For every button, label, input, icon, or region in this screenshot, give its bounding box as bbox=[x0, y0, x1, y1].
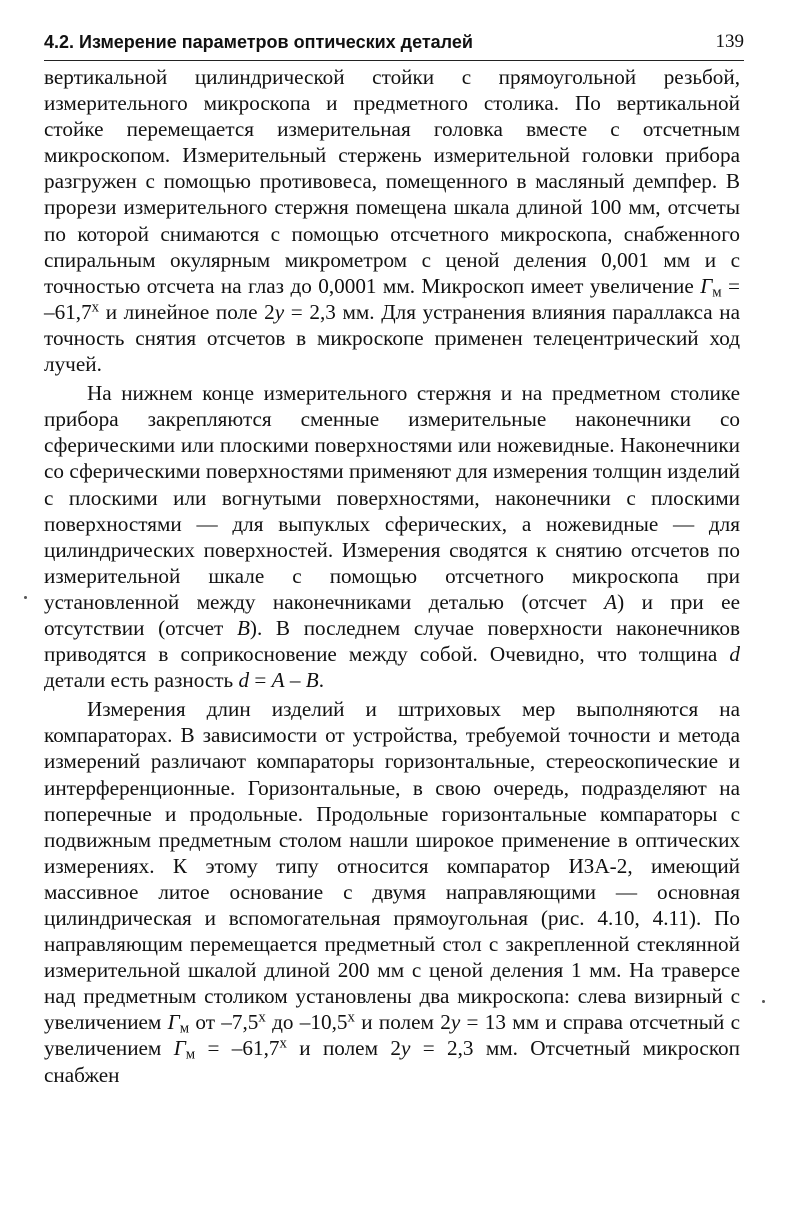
symbol: Г bbox=[173, 1036, 186, 1061]
text-run: = bbox=[249, 668, 272, 693]
symbol: y bbox=[450, 1010, 461, 1035]
text-run: ). В последнем случае поверхности наконечников приводятся в соприкосновение между собой. Очевидно, что толщина bbox=[44, 615, 740, 667]
text-run: Измерения длин изделий и штриховых мер выполняются на компараторах. В зависимости от устройства, требуемой точности и метода измерений различают компараторы горизонтальные, стереоскопические и интерференционные. Горизонтальные, в свою очередь, подразделяют на поперечные и продольные. Продольные горизонтальные компараторы с подвижным предметным столом нашли широкое применение в оптических измерениях. К этому типу относится компаратор ИЗА-2, имеющий массивное литое основание с двумя направляющими — основная цилиндрическая и вспомогательная прямоугольная (рис. 4.10, 4.11). По направляющим перемещается предметный стол с закрепленной стеклянной измерительной шкалой длиной 200 мм с ценой деления 1 мм. На траверсе над предметным столиком установлены два микроскопа: слева визирный с увеличением bbox=[44, 697, 740, 1035]
text-run: вертикальной цилиндрической стойки с прямоугольной резьбой, измерительного микроскопа и предметного столика. По вертикальной стойке перемещается измерительная головка вместе с отсчетным микроскопом. Измерительный стержень измерительной головки прибора разгружен с помощью противовеса, помещенного в масляный демпфер. В прорези измерительного стержня помещена шкала длиной 100 мм, отсчеты по которой снимаются с помощью отсчетного микроскопа, снабженного спиральным окулярным микрометром с ценой деления 0,001 мм и с точностью отсчета на глаз до 0,0001 мм. Микроскоп имеет увеличение bbox=[44, 65, 740, 298]
text-run: до –10,5 bbox=[265, 1010, 348, 1035]
text-run: = –61,7 bbox=[195, 1036, 280, 1061]
superscript: х bbox=[347, 1009, 355, 1026]
superscript: х bbox=[258, 1009, 266, 1026]
symbol: Г bbox=[167, 1010, 180, 1035]
scan-speck bbox=[762, 1000, 765, 1003]
paragraph-3 bbox=[44, 696, 740, 1087]
text-run: и полем 2 bbox=[354, 1010, 451, 1035]
text-run: детали есть разность bbox=[44, 668, 239, 693]
symbol: y bbox=[274, 299, 285, 324]
text-run: ) и при ее отсутствии (отсчет bbox=[44, 589, 740, 640]
text-run: = 2,3 мм. Для устранения влияния параллакса на точность снятия отсчетов в микроскопе применен телецентрический ход лучей. bbox=[44, 299, 740, 377]
symbol: A bbox=[271, 668, 285, 693]
text-run: – bbox=[284, 668, 306, 693]
subscript: м bbox=[185, 1047, 196, 1064]
text-run: и полем 2 bbox=[286, 1036, 401, 1061]
body-text bbox=[44, 64, 740, 1088]
text-run: = 2,3 мм. Отсчетный микроскоп снабжен bbox=[44, 1036, 740, 1087]
symbol: B bbox=[236, 615, 250, 640]
text-run: и линейное поле 2 bbox=[99, 299, 275, 324]
page-number: 139 bbox=[715, 31, 744, 52]
running-head bbox=[44, 28, 744, 58]
symbol: A bbox=[604, 589, 618, 614]
text-run: На нижнем конце измерительного стержня и на предметном столике прибора закрепляются сменные измерительные наконечники со сферическими или плоскими поверхностями или ножевидные. Наконечники со сферическими поверхностями применяют для измерения толщин изделий с плоскими или вогнутыми поверхностями, наконечники с плоскими поверхностями — для выпуклых сферических, а ножевидные — для цилиндрических поверхностей. Измерения сводятся к снятию отсчетов по измерительной шкале с помощью отсчетного микроскопа при установленной между наконечниками деталью (отсчет bbox=[44, 381, 740, 614]
text-run: = –61,7 bbox=[44, 273, 741, 324]
subscript: м bbox=[179, 1021, 190, 1038]
text-run: . bbox=[318, 668, 325, 693]
symbol: d bbox=[729, 642, 740, 667]
superscript: х bbox=[91, 299, 100, 316]
section-title: 4.2. Измерение параметров оптических деталей bbox=[44, 32, 473, 52]
text-run: от –7,5 bbox=[189, 1010, 259, 1035]
symbol: B bbox=[305, 668, 319, 693]
paragraph-1 bbox=[44, 64, 740, 377]
paragraph-2 bbox=[44, 380, 740, 693]
symbol: d bbox=[238, 668, 250, 693]
symbol: y bbox=[400, 1036, 411, 1061]
superscript: х bbox=[279, 1036, 287, 1053]
header-rule bbox=[44, 60, 744, 61]
symbol: Г bbox=[700, 273, 713, 298]
text-run: = 13 мм и справа отсчетный с увеличением bbox=[44, 1010, 740, 1061]
subscript: м bbox=[712, 284, 722, 301]
scan-speck bbox=[24, 596, 27, 599]
